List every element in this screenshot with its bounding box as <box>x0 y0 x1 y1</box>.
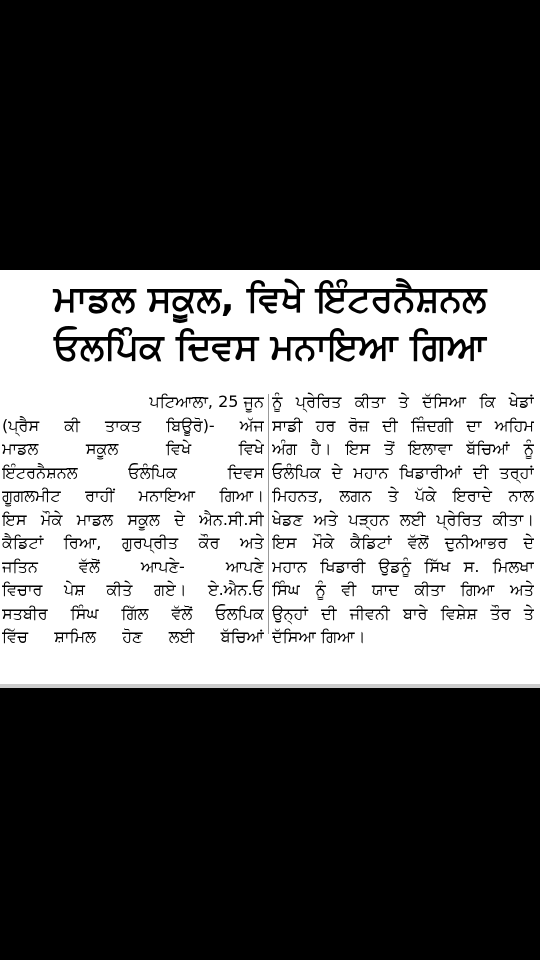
text-line: ਮਾਡਲ ਸਕੂਲ ਵਿਖੇ ਵਿਖੇ <box>2 439 264 458</box>
text-line: ਦੱਸਿਆ ਗਿਆ। <box>272 627 366 646</box>
text-line: ਓਲੰਪਿਕ ਦੇ ਮਹਾਨ ਖਿਡਾਰੀਆਂ ਦੀ ਤਰ੍ਹਾਂ <box>272 462 534 482</box>
article-column-right <box>272 390 534 649</box>
newspaper-clipping <box>0 270 540 688</box>
dateline: ਪਟਿਆਲਾ, 25 ਜੂਨ <box>149 392 264 411</box>
text-line: ਕੈਡਿਟਾਂ ਰਿਆ, ਗੁਰਪ੍ਰੀਤ ਕੌਰ ਅਤੇ <box>2 533 264 552</box>
text-line: ਇਸ ਮੌਕੇ ਮਾਡਲ ਸਕੂਲ ਦੇ ਐਨ.ਸੀ.ਸੀ <box>2 509 264 529</box>
text-line: ਖੇਡਣ ਅਤੇ ਪੜ੍ਹਨ ਲਈ ਪ੍ਰੇਰਿਤ ਕੀਤਾ। <box>272 509 534 529</box>
text-line: ਜਤਿਨ ਵੱਲੋਂ ਆਪਣੇ- ਆਪਣੇ <box>2 556 264 576</box>
text-line: ਇਸ ਮੌਕੇ ਕੈਡਿਟਾਂ ਵੱਲੋਂ ਦੁਨੀਆਭਰ ਦੇ <box>272 533 534 552</box>
text-line: ਵਿਚਾਰ ਪੇਸ਼ ਕੀਤੇ ਗਏ। ਏ.ਐਨ.ਓ <box>2 580 264 599</box>
column-divider <box>268 394 269 634</box>
text-line: ਵਿੱਚ ਸ਼ਾਮਿਲ ਹੋਣ ਲਈ ਬੱਚਿਆਂ <box>2 627 264 646</box>
text-line: ਮਿਹਨਤ, ਲਗਨ ਤੇ ਪੱਕੇ ਇਰਾਦੇ ਨਾਲ <box>272 486 534 505</box>
text-line: ਗੂਗਲਮੀਟ ਰਾਹੀਂ ਮਨਾਇਆ ਗਿਆ। <box>2 486 264 505</box>
text-line: ਨੂੰ ਪ੍ਰੇਰਿਤ ਕੀਤਾ ਤੇ ਦੱਸਿਆ ਕਿ ਖੇਡਾਂ <box>272 392 534 411</box>
article-column-left <box>2 390 264 649</box>
headline-line-1: ਮਾਡਲ ਸਕੂਲ, ਵਿਖੇ ਇੰਟਰਨੈਸ਼ਨਲ <box>53 279 487 320</box>
text-line: ਮਹਾਨ ਖਿਡਾਰੀ ਉਡਨੂੰ ਸਿੱਖ ਸ. ਮਿਲਖਾ <box>272 556 534 576</box>
text-line: ਸਾਡੀ ਹਰ ਰੋਜ਼ ਦੀ ਜ਼ਿੰਦਗੀ ਦਾ ਅਹਿਮ <box>272 415 534 435</box>
clip-bottom-edge <box>0 684 540 688</box>
text-line: ਸਿੰਘ ਨੂੰ ਵੀ ਯਾਦ ਕੀਤਾ ਗਿਆ ਅਤੇ <box>272 580 534 599</box>
text-line: (ਪ੍ਰੈਸ ਕੀ ਤਾਕਤ ਬਿਊਰੋ)- ਅੱਜ <box>2 415 264 435</box>
text-line: ਇੰਟਰਨੈਸ਼ਨਲ ਓਲੰਪਿਕ ਦਿਵਸ <box>2 462 264 482</box>
text-line: ਅੰਗ ਹੈ। ਇਸ ਤੋਂ ਇਲਾਵਾ ਬੱਚਿਆਂ ਨੂੰ <box>272 439 534 458</box>
text-line: ਸਤਬੀਰ ਸਿੰਘ ਗਿੱਲ ਵੱਲੋਂ ਓਲਪਿਕ <box>2 603 264 623</box>
text-line: ਉਨ੍ਹਾਂ ਦੀ ਜੀਵਨੀ ਬਾਰੇ ਵਿਸ਼ੇਸ਼ ਤੌਰ ਤੇ <box>272 603 534 623</box>
headline <box>0 276 540 372</box>
headline-line-2: ਓਲਪਿੰਕ ਦਿਵਸ ਮਨਾਇਆ ਗਿਆ <box>54 327 486 368</box>
